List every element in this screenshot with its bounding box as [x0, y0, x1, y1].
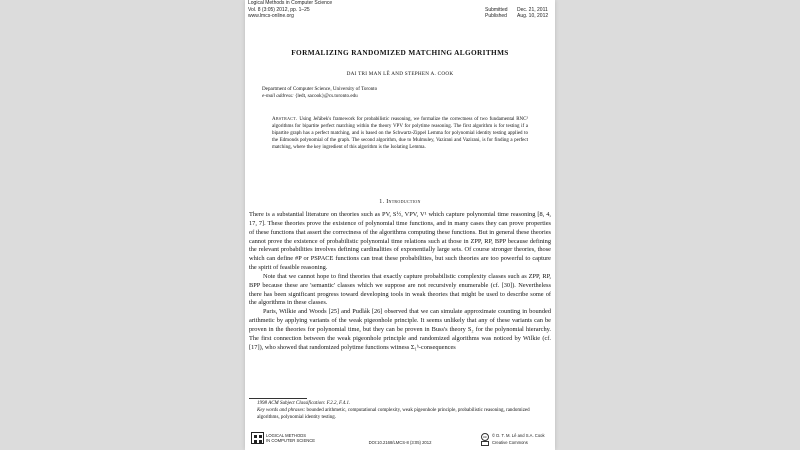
footnote-rule	[249, 398, 307, 399]
copyright: © D. T. M. Lê and S.A. Cook	[492, 433, 545, 438]
section-number: 1.	[379, 199, 385, 205]
submitted-label: Submitted	[485, 6, 508, 13]
lmcs-line-2: IN COMPUTER SCIENCE	[266, 438, 316, 443]
affiliation-department: Department of Computer Science, University of Toronto	[262, 86, 378, 92]
abstract-text: Using Jeřábek's framework for probabilistic reasoning, we formalize the correctness of two fundamental RNC² algorithms for bipartite perfect matching within the theory VPV for polytime reasoning. The first algorithm is for testing if a bipartite graph has a perfect matching, and is based on the Schwartz-Zippel Lemma for polynomial identity testing applied to the Edmonds polynomial of the graph. The second algorithm, due to Mulmuley, Vazirani and Vazirani, is for finding a perfect matching, where the key ingredient of this algorithm is the Isolating Lemma.	[272, 117, 528, 150]
license: Creative Commons	[492, 440, 528, 445]
affiliation-email-line	[262, 93, 358, 100]
creative-commons-icon: cc	[481, 433, 489, 441]
abstract-label: Abstract.	[272, 117, 298, 122]
doi: DOI:10.2168/LMCS-8 (3:05) 2012	[368, 440, 432, 445]
abstract	[272, 117, 528, 152]
paper-authors: DAI TRI MAN LÊ AND STEPHEN A. COOK	[346, 71, 454, 77]
volume-info: Vol. 8 (3:05) 2012, pp. 1–25	[248, 6, 310, 13]
email-label: e-mail address:	[262, 93, 294, 99]
paragraph-2: Note that we cannot hope to find theories that exactly capture probabilistic complexity classes such as ZPP, RP, BPP because these are 'semantic' classes which we suppose are not recursively enumerable (cf. [30]). Nevertheless there has been significant progress toward developing tools in weak theories that might be used to describe some of the algorithms in these classes.	[249, 272, 551, 307]
paragraph-1: There is a substantial literature on theories such as PV, S½, VPV, V¹ which capture polynomial time reasoning [8, 4, 17, 7]. These theories prove the existence of polynomial time functions, and in many cases they can prove properties of these functions that assert the correctness of the algorithms computing these functions. But in general these theories cannot prove the existence of probabilistic polynomial time relations such at those in ZPP, RP, BPP because defining the relevant probabilities involves defining cardinalities of exponentially large sets. Of course stronger theories, those which can define #P or PSPACE functions can treat these probabilities, but such theories are too powerful to capture the spirit of feasible reasoning.	[249, 211, 551, 272]
email-address: {ledt, sacook}@cs.toronto.edu	[294, 93, 358, 99]
keywords-label: Key words and phrases:	[257, 407, 306, 413]
lmcs-line-1: LOGICAL METHODS	[266, 433, 307, 438]
published-label: Published	[485, 13, 507, 19]
section-heading	[245, 199, 555, 205]
footnote	[249, 401, 551, 421]
license-badge-icon	[481, 441, 489, 446]
journal-name: Logical Methods in Computer Science	[248, 0, 333, 6]
section-title: Introduction	[386, 199, 421, 205]
body-text	[249, 211, 551, 353]
journal-website: www.lmcs-online.org	[248, 13, 294, 19]
keywords: bounded arithmetic, computational complexity, weak pigeonhole principle, probabilistic reasoning, randomized algorithms, polynomial identity testing.	[257, 407, 530, 420]
paragraph-3: Paris, Wilkie and Woods [25] and Pudlák [26] observed that we can simulate approximate counting in bounded arithmetic by applying variants of the weak pigeonhole principle. It seems unlikely that any of these variants can be proven in the theories for polynomial time, but they can be proven in Buss's theory S₂ for the polynomial hierarchy. The first connection between the weak pigeonhole principle and randomized algorithms was noticed by Wilkie (cf. [17]), who showed that randomized polytime functions witness Σ₁ᵇ-consequences	[249, 308, 551, 351]
published-date: Aug. 10, 2012	[517, 13, 549, 19]
submitted-date: Dec. 21, 2011	[517, 6, 548, 13]
paper-page	[245, 0, 555, 450]
paper-title: FORMALIZING RANDOMIZED MATCHING ALGORITHMS	[291, 48, 509, 57]
acm-classification: 1998 ACM Subject Classification: F.2.2, F.4.1.	[257, 401, 351, 406]
